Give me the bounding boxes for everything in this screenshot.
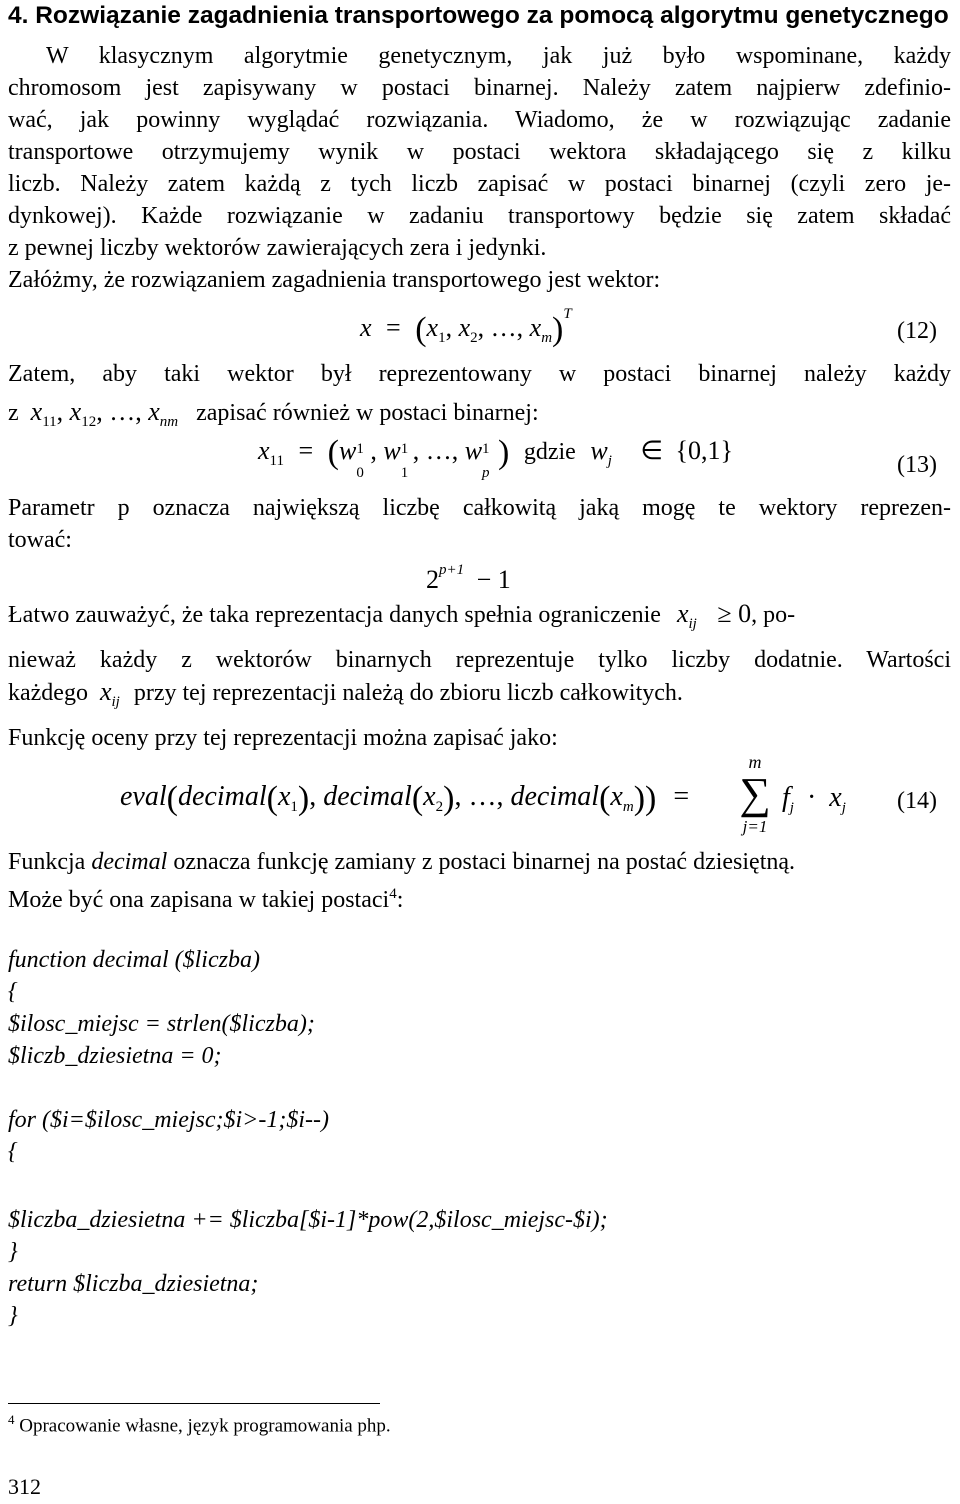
paragraph-line: chromosom jest zapisywany w postaci binarnej. Należy zatem najpierw zdefinio- <box>8 75 951 101</box>
paragraph-line: nieważ każdy z wektorów binarnych reprezentuje tylko liczby dodatnie. Wartości <box>8 647 951 673</box>
paragraph-line: Parametr p oznacza największą liczbę całkowitą jaką mogę te wektory reprezen- <box>8 495 951 521</box>
page-number: 312 <box>8 1474 41 1499</box>
code-line: return $liczba_dziesietna; <box>8 1271 259 1297</box>
code-line: function decimal ($liczba) <box>8 947 260 973</box>
equation-number: (13) <box>897 452 937 478</box>
code-line: } <box>8 1303 18 1329</box>
paragraph-line: każdego $x_{ij}$ przy tej reprezentacji należą do zbioru liczb całkowitych. <box>8 677 683 710</box>
equation-number: (14) <box>897 788 937 814</box>
footnote-marker: 4 <box>389 886 397 902</box>
code-line: } <box>8 1239 18 1265</box>
code-line: $liczb_dziesietna = 0; <box>8 1043 222 1069</box>
footnote-rule <box>8 1403 380 1404</box>
code-line: $liczba_dziesietna += $liczba[$i-1]*pow(2,$ilosc_miejsc-$i); <box>8 1207 608 1233</box>
paragraph-line: z $x_{11}$, $x_{12}$, …, $x_{nm}$ zapisać również w postaci binarnej: <box>8 397 539 430</box>
paragraph-line: transportowe otrzymujemy wynik w postaci wektora składającego się z kilku <box>8 139 951 165</box>
summation: m ∑ j=1 <box>739 752 771 836</box>
section-heading: 4. Rozwiązanie zagadnienia transportowego za pomocą algorytmu genetycznego <box>8 2 949 29</box>
code-line: { <box>8 979 18 1005</box>
equation-13: $x_{11} = (w$ 1 0 , w 1 1 , …, w 1 p ) gdzie $w_j$ ∈ {0,1} <box>258 434 733 481</box>
paragraph-line: Może być ona zapisana w takiej postaci$^4$: <box>8 886 404 913</box>
equation-14: $eval(decimal(x_1)$, $decimal(x_2)$, …, $decimal(x_m)$) = <box>120 780 690 817</box>
equation-number: (12) <box>897 318 937 344</box>
paragraph-line: liczb. Należy zatem każdą z tych liczb zapisać w postaci binarnej (czyli zero je- <box>8 171 951 197</box>
paragraph-line: Funkcję oceny przy tej reprezentacji można zapisać jako: <box>8 725 558 751</box>
paragraph-line: Załóżmy, że rozwiązaniem zagadnienia transportowego jest wektor: <box>8 267 661 293</box>
equation-12: $x = (x_1$, $x_2$, …, $x_m)^T$ <box>360 306 572 348</box>
paragraph-line: Zatem, aby taki wektor był reprezentowany w postaci binarnej należy każdy <box>8 361 951 387</box>
code-line: { <box>8 1139 18 1165</box>
footnote: $^4$ Opracowanie własne, język programowania php. <box>8 1412 391 1437</box>
paragraph-line: tować: <box>8 527 72 553</box>
code-line: for ($i=$ilosc_miejsc;$i>-1;$i--) <box>8 1107 329 1133</box>
formula-range: $2^{p+1} - 1$ <box>426 562 511 594</box>
paragraph-line: z pewnej liczby wektorów zawierających zera i jedynki. <box>8 235 547 261</box>
paragraph-line: Łatwo zauważyć, że taka reprezentacja danych spełnia ograniczenie $x_{ij} \ge 0$, po- <box>8 599 796 632</box>
paragraph-line: Funkcja decimal oznacza funkcję zamiany z postaci binarnej na postać dziesiętną. <box>8 849 796 875</box>
code-line: $ilosc_miejsc = strlen($liczba); <box>8 1011 315 1037</box>
paragraph-line: W klasycznym algorytmie genetycznym, jak już było wspominane, każdy <box>46 43 951 69</box>
summation-body: $f_j \cdot x_j$ <box>782 782 846 816</box>
paragraph-line: wać, jak powinny wyglądać rozwiązania. Wiadomo, że w rozwiązując zadanie <box>8 107 951 133</box>
paragraph-line: dynkowej). Każde rozwiązanie w zadaniu transportowy będzie się zatem składać <box>8 203 951 229</box>
